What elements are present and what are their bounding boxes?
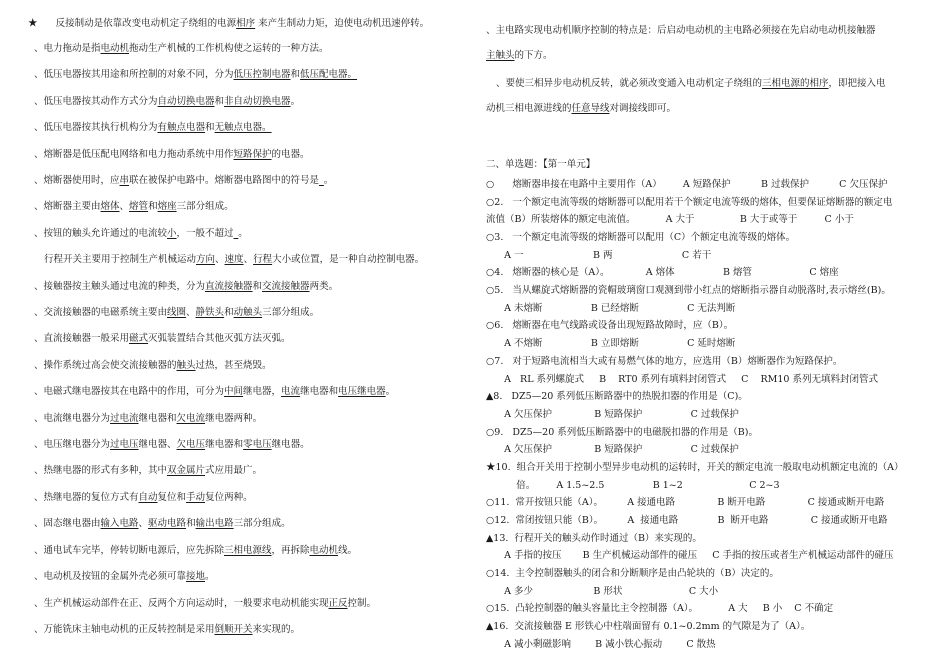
question-text: 、 (186, 307, 196, 318)
left-column-line (34, 332, 291, 346)
answer-blank: 行程 (253, 254, 273, 265)
left-column-line (34, 227, 248, 241)
right-column-line (486, 102, 676, 116)
question-text: 三部分组成。 (176, 201, 234, 212)
answer-blank: 倒顺开关 (214, 624, 253, 635)
right-column-line (486, 532, 702, 546)
question-text: 线。 (338, 545, 358, 556)
question-text: 、要使三相异步电动机反转，就必须改变通入电动机定子绕组的 (496, 78, 763, 89)
answer-blank: 串 (119, 175, 130, 186)
question-text: 复位两种。 (205, 492, 253, 503)
question-text: 二、单选题：【第一单元】 (486, 159, 596, 170)
question-text: ，即把接入电 (828, 78, 886, 89)
right-column-line (486, 24, 876, 38)
left-column-line (34, 200, 234, 214)
answer-blank: 过电压 (110, 439, 139, 450)
right-column-line (486, 178, 887, 192)
question-text: ▲16. 交流接触器 E 形铁心中柱端面留有 0.1~0.2mm 的气隙是为了（A）。 (486, 621, 811, 632)
right-column-line (486, 514, 888, 528)
right-column-line (486, 337, 735, 351)
question-text: 、电流继电器分为 (34, 413, 111, 424)
question-text: 、按钮的触头允许通过的电流较 (34, 228, 168, 239)
left-column-line (34, 544, 357, 558)
question-text: 反接制动是依靠改变电动机定子绕组的电源 (37, 18, 237, 29)
question-text: 、 (243, 254, 254, 265)
question-text: A 未熔断 B 已经熔断 C 无法判断 (486, 303, 736, 314)
answer-blank: 动触头 (233, 307, 263, 318)
question-text: 、熔断器主要由 (34, 201, 101, 212)
question-text: 、电动机及按钮的金属外壳必须可靠 (34, 571, 187, 582)
right-column-line (486, 49, 553, 63)
question-text: 、直流接触器一般采用 (34, 333, 130, 344)
question-text: 三部分组成。 (233, 518, 291, 529)
question-text: 、电压继电器分为 (34, 439, 111, 450)
right-column-line (486, 479, 780, 493)
question-text: 控制。 (347, 598, 377, 609)
question-text: ○3. 一个额定电流等级的熔断器可以配用（C）个额定电流等级的熔体。 (486, 232, 796, 243)
answer-blank: 电流 (281, 386, 301, 397)
left-column-line (34, 359, 272, 373)
question-text: 继电器和 (300, 386, 339, 397)
answer-blank: 正反 (328, 598, 348, 609)
answer-blank: 电动机 (309, 545, 339, 556)
left-column-line (34, 464, 262, 478)
right-column-line (486, 355, 842, 369)
answer-blank: 驱动电路 (148, 518, 187, 529)
question-text: A 欠压保护 B 短路保护 C 过载保护 (486, 444, 739, 455)
right-column-line (486, 461, 904, 475)
answer-blank: 非自动切换电器 (224, 96, 291, 107)
question-text: 继电器两种。 (205, 413, 263, 424)
answer-blank: 小 (167, 228, 177, 239)
answer-blank: 静铁头 (195, 307, 225, 318)
answer-blank: 有触点电器 (157, 122, 206, 133)
answer-blank: 电压继电器 (338, 386, 386, 397)
question-text: 来产生制动力矩，迫使电动机迅速停转。 (255, 18, 430, 29)
question-text: 行程开关主要用于控制生产机械运动 (44, 254, 197, 265)
question-text: 、低压电器按其用途和所控制的对象不同，分为 (34, 69, 234, 80)
question-text: ○14. 主令控制器触头的闭合和分断顺序是由凸轮块的（B）决定的。 (486, 568, 779, 579)
answer-blank: 中间 (224, 386, 244, 397)
answer-blank: 无触点电器。 (214, 122, 272, 133)
question-text: 继电器和 (205, 439, 244, 450)
question-text: 、熔断器使用时，应 (34, 175, 120, 186)
question-text: 。 (385, 386, 396, 397)
question-text: ○15. 凸轮控制器的触头容量比主令控制器（A）。 A 大 B 小 C 不确定 (486, 603, 834, 614)
question-text: ，一般不超过 (176, 228, 234, 239)
question-text: 式应用最广。 (205, 465, 263, 476)
question-text: 、电磁式继电器按其在电路中的作用，可分为 (34, 386, 225, 397)
question-text: ★10. 组合开关用于控制小型异步电动机的运转时，开关的额定电流一般取电动机额定电流的（A） (486, 462, 904, 473)
right-column-line (486, 602, 833, 616)
question-text: 。 (290, 96, 301, 107)
question-text: 、操作系统过高会使交流接触器的 (34, 360, 177, 371)
right-column-line (486, 496, 884, 510)
answer-blank: 自动 (138, 492, 158, 503)
left-column-line (44, 253, 424, 267)
question-text: ○6. 熔断器在电气线路或设备出现短路故障时，应（B）。 (486, 320, 734, 331)
question-text: 。 (323, 175, 334, 186)
answer-blank: 熔座 (157, 201, 177, 212)
question-text: A 不熔断 B 立即熔断 C 延时熔断 (486, 338, 736, 349)
question-text: 和 (186, 518, 196, 529)
question-text: ○4. 熔断器的核心是（A）。 A 熔体 B 熔管 C 熔座 (486, 267, 839, 278)
question-text: 、熔断器是低压配电网络和电力拖动系统中用作 (34, 149, 234, 160)
right-column-line (486, 284, 891, 298)
left-column-line (34, 174, 333, 188)
left-column-line (34, 280, 338, 294)
right-column-line (486, 426, 758, 440)
answer-blank: 三相电源的相序 (762, 78, 829, 89)
answer-blank: 接地 (186, 571, 206, 582)
left-column-line (34, 148, 310, 162)
question-text: 继电器。 (271, 439, 310, 450)
right-column-line (486, 319, 733, 333)
question-text: 、热继电器的形式有多种，其中 (34, 465, 168, 476)
left-column-line (34, 597, 376, 611)
left-column-line (34, 438, 310, 452)
question-text: 。 (205, 571, 215, 582)
question-text: 倍。 A 1.5~2.5 B 1~2 C 2~3 (486, 480, 780, 491)
question-text: 和 (214, 96, 225, 107)
question-text: 和 (205, 122, 215, 133)
answer-blank: 欠电流 (176, 413, 206, 424)
answer-blank: 任意导线 (571, 103, 610, 114)
question-text: 流值（B）所装熔体的额定电流值。 A 大于 B 大于或等于 C 小于 (486, 214, 854, 225)
question-text: A 一 B 两 C 若干 (486, 250, 712, 261)
answer-blank: 磁式 (129, 333, 149, 344)
question-text: 的下方。 (514, 50, 553, 61)
question-text: ○5. 当从螺旋式熔断器的瓷帽玻璃窗口观测到带小红点的熔断指示器自动脱落时,表示熔丝(B)。 (486, 285, 891, 296)
question-text: 复位和 (157, 492, 187, 503)
question-text: ○7. 对于短路电流相当大或有易燃气体的地方，应选用（B）熔断器作为短路保护。 (486, 356, 843, 367)
answer-blank: 方向 (196, 254, 216, 265)
answer-blank: 欠电压 (176, 439, 206, 450)
left-column-line (34, 412, 262, 426)
question-text: 、低压电器按其动作方式分为 (34, 96, 158, 107)
question-text: 继电器和 (138, 413, 177, 424)
left-column-line (34, 385, 395, 399)
answer-blank: 熔管 (129, 201, 149, 212)
left-column-line (34, 68, 357, 82)
question-text: A 欠压保护 B 短路保护 C 过载保护 (486, 409, 739, 420)
right-column-line (496, 77, 886, 91)
answer-blank: 电动机 (100, 43, 130, 54)
left-column-line (34, 306, 319, 320)
question-text: 和 (224, 307, 234, 318)
answer-blank: 输入电路 (100, 518, 139, 529)
question-text: ○11. 常开按钮只能（A）。 A 接通电路 B 断开电路 C 接通或断开电路 (486, 497, 885, 508)
question-text: 灭弧装置结合其他灭弧方法灭弧。 (148, 333, 291, 344)
answer-blank: 三相电源线 (224, 545, 272, 556)
right-column-line (486, 231, 795, 245)
question-text: 继电器、 (138, 439, 177, 450)
answer-blank: 自动切换电器 (157, 96, 215, 107)
right-column-line (486, 443, 739, 457)
right-column-line (486, 567, 779, 581)
answer-blank: 过电流 (110, 413, 139, 424)
question-text: ○ 熔断器串接在电路中主要用作（A） A 短路保护 B 过载保护 C 欠压保护 (486, 179, 888, 190)
question-text: ▲13. 行程开关的触头动作时通过（B）来实现的。 (486, 533, 702, 544)
right-column-line (486, 196, 892, 210)
question-text: 、低压电器按其执行机构分为 (34, 122, 158, 133)
question-text: 、 (215, 254, 225, 265)
question-text: 、主电路实现电动机顺序控制的特点是：后启动电动机的主电路必须接在先启动电动机接触器 (486, 25, 876, 36)
answer-blank: 零电压 (243, 439, 272, 450)
question-text: 过热，甚至烧毁。 (195, 360, 272, 371)
question-text: 、万能铣床主轴电动机的正反转控制是采用 (34, 624, 215, 635)
question-text: ，再拆除 (271, 545, 310, 556)
answer-blank: 直流接触器 (205, 281, 253, 292)
right-column-line (486, 390, 748, 404)
left-column-line (34, 491, 253, 505)
question-text: 三部分组成。 (262, 307, 320, 318)
answer-blank: 短路保护 (233, 149, 272, 160)
question-text: 、热继电器的复位方式有 (34, 492, 139, 503)
left-column-line (34, 623, 300, 637)
question-text: 、生产机械运动部件在正、反两个方向运动时，一般要求电动机能实现 (34, 598, 329, 609)
right-column-line (486, 266, 839, 280)
answer-blank: 双金属片 (167, 465, 206, 476)
question-text: ★ (28, 18, 38, 29)
answer-blank: 速度 (224, 254, 244, 265)
answer-blank: 线圈 (167, 307, 187, 318)
question-text: ▲8. DZ5—20 系列低压断路器中的热脱扣器的作用是（C)。 (486, 391, 748, 402)
answer-blank: 低压控制电器 (233, 69, 291, 80)
right-column-line (486, 585, 718, 599)
answer-blank: 熔体 (100, 201, 120, 212)
right-column-line (486, 249, 711, 263)
answer-blank: 触头 (176, 360, 196, 371)
question-text: 、交流接触器的电磁系统主要由 (34, 307, 168, 318)
left-column-line (28, 17, 429, 31)
left-column-line (34, 95, 300, 109)
answer-blank: 手动 (186, 492, 206, 503)
answer-blank: _ (319, 175, 324, 186)
question-text: A 手指的按压 B 生产机械运动部件的碰压 C 手指的按压或者生产机械运动部件的碰压 (486, 550, 894, 561)
right-column-line (486, 158, 595, 172)
question-text: 和 (290, 69, 301, 80)
right-column-line (486, 549, 894, 563)
answer-blank: 主触头 (486, 50, 515, 61)
answer-blank: 低压配电器。 (300, 69, 358, 80)
question-text: 和 (148, 201, 158, 212)
answer-blank: 输出电路 (195, 518, 234, 529)
left-column-line (34, 42, 329, 56)
right-column-line (486, 620, 810, 634)
question-text: 、 (119, 201, 130, 212)
question-text: A RL 系列螺旋式 B RT0 系列有填料封闭管式 C RM10 系列无填料封闭管式 (486, 374, 879, 385)
question-text: 。 (238, 228, 248, 239)
question-text: 两类。 (309, 281, 339, 292)
question-text: 、接触器按主触头通过电流的种类，分为 (34, 281, 206, 292)
answer-blank: 交流接触器 (262, 281, 310, 292)
question-text: 、电力拖动是指 (34, 43, 101, 54)
right-column-line (486, 302, 735, 316)
left-column-line (34, 517, 291, 531)
left-column-line (34, 570, 215, 584)
question-text: 、通电试车完毕，停转切断电源后，应先拆除 (34, 545, 225, 556)
answer-blank: _ (233, 228, 239, 239)
question-text: 、固态继电器由 (34, 518, 101, 529)
question-text: 的电器。 (271, 149, 310, 160)
right-column-line (486, 373, 878, 387)
question-text: 拖动生产机械的工作机构使之运转的一种方法。 (129, 43, 329, 54)
question-text: 联在被保护电路中。熔断器电路图中的符号是 (129, 175, 320, 186)
right-column-line (486, 638, 716, 652)
question-text: 动机三相电源进线的 (486, 103, 572, 114)
question-text: ○9. DZ5—20 系列低压断路器中的电磁脱扣器的作用是（B)。 (486, 427, 758, 438)
question-text: 大小或位置，是一种自动控制电器。 (272, 254, 425, 265)
left-column-line (34, 121, 272, 135)
question-text: 和 (252, 281, 263, 292)
right-column-line (486, 408, 739, 422)
question-text: 继电器， (243, 386, 282, 397)
question-text: 对调接线即可。 (609, 103, 677, 114)
right-column-line (486, 213, 854, 227)
question-text: ○2. 一个额定电流等级的熔断器可以配用若干个额定电流等级的熔体，但要保证熔断器的额定电 (486, 197, 893, 208)
question-text: 来实现的。 (252, 624, 301, 635)
question-text: 、 (138, 518, 149, 529)
answer-blank: 相序 (236, 18, 256, 29)
question-text: ○12. 常闭按钮只能（B）。 A 接通电路 B 断开电路 C 接通或断开电路 (486, 515, 888, 526)
question-text: A 减小剩磁影响 B 减小铁心振动 C 散热 (486, 639, 716, 650)
question-text: A 多少 B 形状 C 大小 (486, 586, 719, 597)
